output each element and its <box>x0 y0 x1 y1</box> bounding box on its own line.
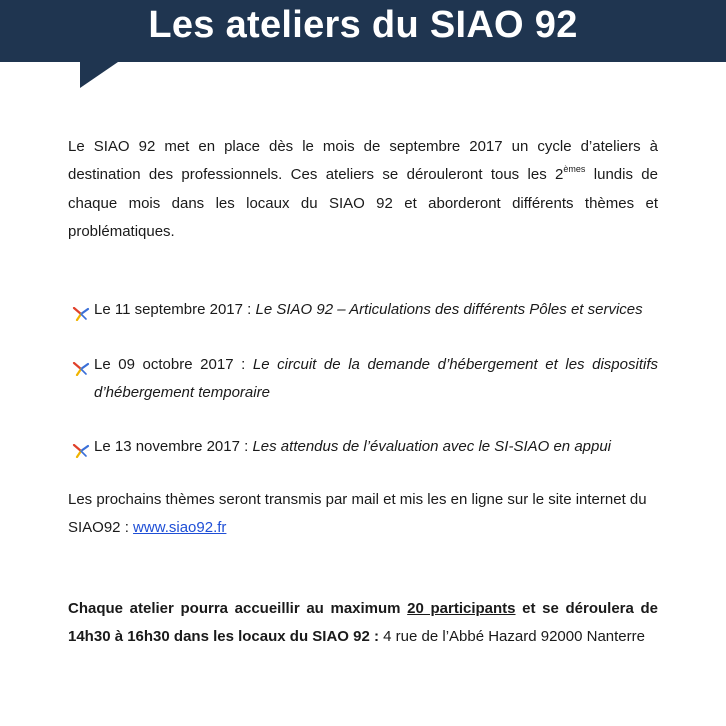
website-link[interactable]: www.siao92.fr <box>133 518 227 536</box>
capacity-bold-end: et se déroulera de 14h30 à 16h30 dans les locaux du SIAO 92 : <box>68 600 659 645</box>
session-date: Le 13 novembre 2017 : <box>94 438 253 455</box>
session-item <box>72 433 658 461</box>
bullet-star-icon <box>72 358 90 386</box>
session-date: Le 09 octobre 2017 : <box>94 356 253 373</box>
capacity-bold-start: Chaque atelier pourra accueillir au maximum <box>68 600 408 617</box>
bullet-star-icon <box>72 440 90 468</box>
page-title: Les ateliers du SIAO 92 <box>148 4 578 46</box>
intro-text-start: Le SIAO 92 met en place dès le mois de septembre 2017 un cycle d’ateliers à destination des professionnels. Ces ateliers se dérouleront tous les 2 <box>68 138 658 183</box>
intro-paragraph <box>68 133 658 245</box>
capacity-paragraph <box>68 595 658 650</box>
intro-superscript: èmes <box>563 163 586 174</box>
session-topic: Le SIAO 92 – Articulations des différents Pôles et services <box>255 301 643 318</box>
bullet-star-icon <box>72 303 90 331</box>
session-item <box>72 351 658 406</box>
capacity-address: 4 rue de l’Abbé Hazard 92000 Nanterre <box>378 627 645 645</box>
session-date: Le 11 septembre 2017 : <box>94 301 256 318</box>
session-topic: Le circuit de la demande d’hébergement et les dispositifs d’hébergement temporaire <box>94 356 658 401</box>
session-item <box>72 296 658 324</box>
next-topics-paragraph <box>68 486 658 541</box>
header-banner-tail <box>80 62 118 88</box>
session-topic: Les attendus de l’évaluation avec le SI-SIAO en appui <box>252 438 612 455</box>
intro-text-end: lundis de chaque mois dans les locaux du SIAO 92 et aborderont différents thèmes et problématiques. <box>68 165 658 240</box>
participants-count: 20 participants <box>407 600 516 617</box>
next-topics-text: Les prochains thèmes seront transmis par mail et mis les en ligne sur le site internet du SIAO92 : <box>68 491 647 536</box>
